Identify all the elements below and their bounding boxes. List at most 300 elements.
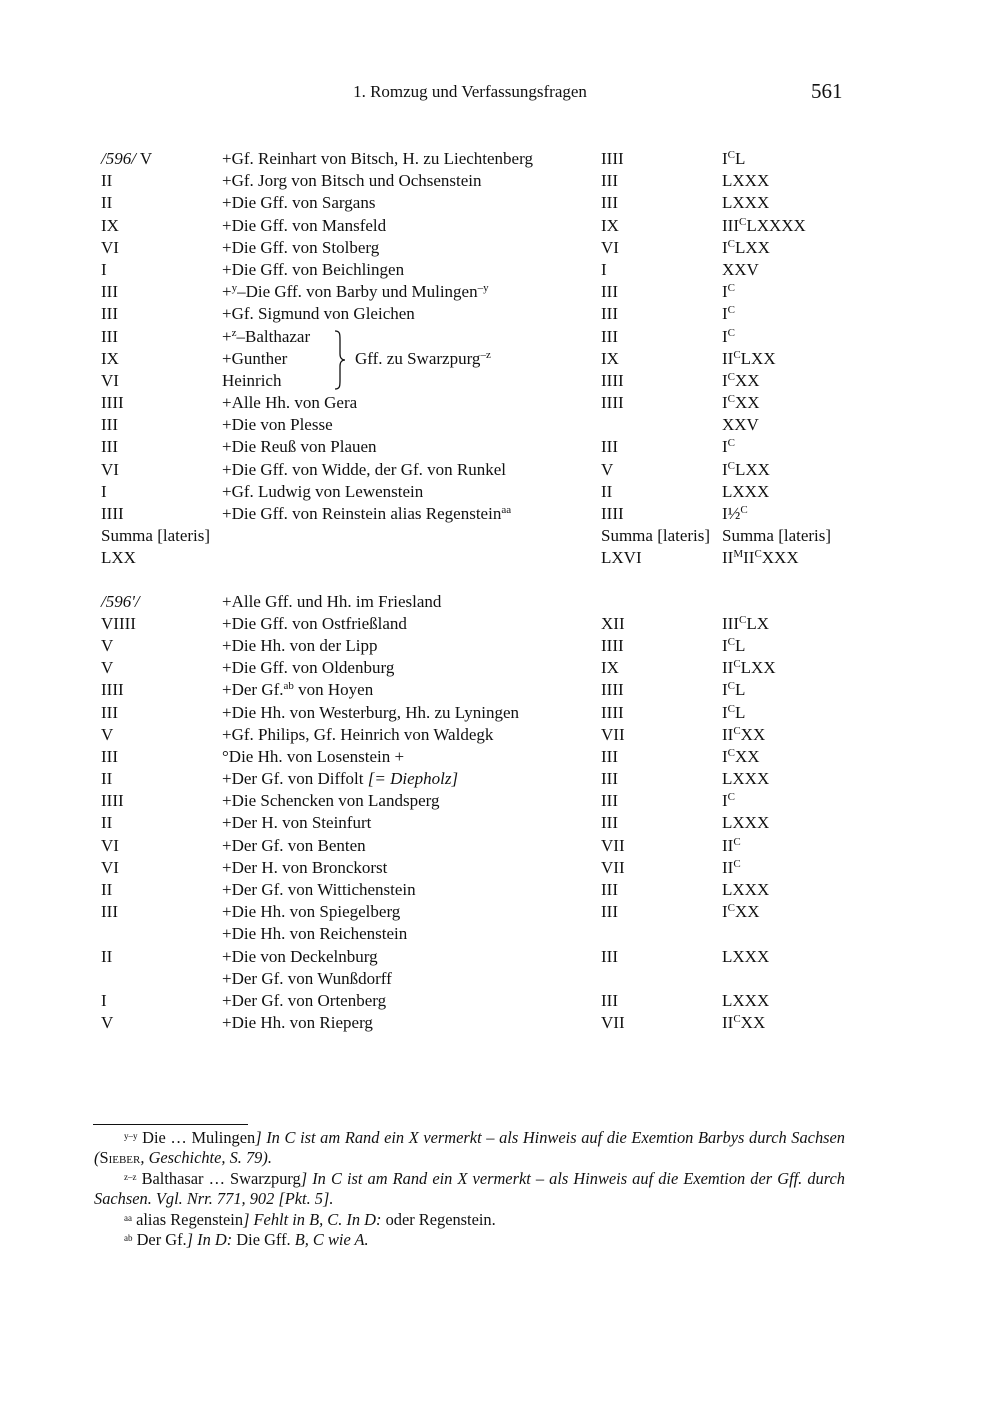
text: III: [601, 746, 618, 766]
amount-cell: [722, 370, 760, 392]
count-cell-2: [601, 370, 624, 392]
count-cell: [101, 591, 140, 613]
table-row: [101, 946, 861, 968]
text: III: [722, 215, 739, 235]
count-cell: [101, 835, 119, 857]
name-cell: [222, 215, 386, 237]
text: III: [101, 326, 118, 346]
text: L: [735, 149, 746, 168]
text: IIII: [601, 504, 624, 523]
text: +Gf. Jorg von Bitsch und Ochsenstein: [222, 171, 482, 191]
text: III: [601, 990, 618, 1010]
name-cell: [222, 746, 404, 768]
text: V: [101, 635, 114, 655]
count-cell-2: [601, 259, 607, 281]
name-cell: [222, 259, 404, 281]
italic-text: /596'/: [101, 591, 140, 611]
text: –Balthazar: [236, 326, 311, 346]
count-cell: [101, 812, 112, 834]
text: +Gf. Sigmund von Gleichen: [222, 304, 415, 324]
text: I: [722, 282, 728, 302]
name-cell: [222, 503, 511, 525]
text: +Die Gff. von Mansfeld: [222, 215, 387, 235]
brace-group-label: [355, 348, 491, 370]
count-cell-2: [601, 459, 613, 481]
text: III: [101, 746, 118, 766]
text: Die Gff.: [232, 1230, 295, 1250]
text: II: [722, 857, 734, 877]
superscript: C: [727, 304, 736, 317]
table-row: [101, 1012, 861, 1034]
superscript: C: [727, 635, 736, 648]
name-cell: [222, 392, 357, 414]
count-cell: [101, 259, 107, 281]
text: IIII: [601, 370, 624, 390]
superscript: C: [727, 702, 736, 715]
table-row: [101, 591, 861, 613]
amount-cell: [722, 790, 735, 812]
superscript: C: [727, 746, 736, 759]
text: II: [601, 481, 613, 501]
text: IX: [601, 215, 619, 235]
count-cell: [101, 724, 113, 746]
amount-cell: [722, 768, 769, 790]
italic-text: ] In D:: [186, 1230, 233, 1250]
text: III: [601, 282, 618, 302]
text: XX: [740, 724, 766, 744]
text: II: [101, 946, 113, 966]
text: von Hoyen: [293, 680, 374, 700]
superscript: C: [733, 857, 741, 870]
amount-cell: [722, 657, 776, 679]
amount-cell: [722, 259, 759, 281]
count-cell: [101, 990, 107, 1012]
text: XX: [735, 370, 760, 390]
text: Summa [lateris]: [601, 526, 711, 546]
count-cell: [101, 946, 112, 968]
name-cell: [222, 370, 281, 392]
text: LXX: [740, 658, 776, 678]
text: III: [601, 437, 618, 457]
count-cell-2: [601, 635, 624, 657]
text: V: [601, 459, 614, 479]
table-row: [101, 968, 861, 990]
count-cell: [101, 768, 112, 790]
text: V: [101, 724, 114, 744]
superscript: C: [727, 282, 736, 295]
text: +: [222, 282, 232, 302]
name-cell: [222, 968, 392, 990]
text: IX: [101, 215, 119, 235]
name-cell: [222, 481, 423, 503]
text: III: [601, 304, 618, 324]
italic-text: B, C wie A.: [294, 1230, 369, 1250]
text: LXXX: [722, 193, 770, 213]
text: I: [722, 791, 728, 811]
italic-text: , Geschichte, S. 79).: [140, 1148, 272, 1168]
superscript: y–y: [124, 1131, 138, 1141]
amount-cell: [722, 503, 748, 525]
superscript: C: [733, 348, 741, 361]
text: XX: [740, 1013, 766, 1033]
text: III: [601, 769, 618, 789]
text: II: [722, 1013, 734, 1033]
text: +Die Gff. von Oldenburg: [222, 658, 395, 678]
count-cell: [101, 192, 112, 214]
text: Die … Mulingen: [137, 1128, 256, 1147]
text: °Die Hh. von Losenstein +: [222, 746, 405, 766]
text: +Der H. von Bronckorst: [222, 857, 388, 877]
text: LX: [746, 613, 769, 633]
text: LXX: [735, 237, 770, 257]
table-row: [101, 990, 861, 1012]
name-cell: [222, 1012, 373, 1034]
count-cell-2: [601, 436, 618, 458]
text: IIII: [601, 702, 624, 722]
text: II: [722, 348, 734, 368]
amount-cell: [722, 990, 769, 1012]
text: I: [101, 481, 107, 501]
text: +Die Schencken von Landsperg: [222, 791, 440, 811]
text: +Die Gff. von Beichlingen: [222, 259, 405, 279]
name-cell: [222, 192, 375, 214]
text: III: [601, 791, 618, 811]
table-row: [101, 259, 861, 281]
text: L: [735, 680, 746, 700]
text: II: [722, 835, 734, 855]
amount-cell: [722, 459, 770, 481]
count-cell-2: [601, 790, 618, 812]
text: LXXX: [722, 813, 770, 833]
text: +Der Gf. von Ortenberg: [222, 990, 387, 1010]
superscript: ab: [283, 680, 294, 693]
count-cell: [101, 459, 119, 481]
superscript: M: [733, 548, 744, 561]
text: III: [601, 171, 618, 191]
count-cell-2: [601, 746, 618, 768]
footnotes: [94, 1128, 845, 1250]
text: II: [101, 880, 113, 899]
table-row: [101, 613, 861, 635]
amount-cell: [722, 192, 769, 214]
name-cell: [222, 459, 506, 481]
superscript: C: [727, 149, 736, 161]
name-cell: [222, 414, 333, 436]
text: II: [743, 548, 755, 568]
count-cell: [101, 348, 119, 370]
text: XX: [735, 393, 760, 413]
text: +Die Gff. von Widde, der Gf. von Runkel: [222, 459, 507, 479]
amount-cell: [722, 879, 769, 901]
count-cell: [101, 503, 124, 525]
amount-cell: [722, 326, 735, 348]
text: II: [101, 193, 113, 213]
text: IIII: [601, 393, 624, 413]
count-cell-2: [601, 503, 624, 525]
text: +Die von Deckelnburg: [222, 946, 378, 966]
text: VII: [601, 835, 625, 855]
text: LXVI: [601, 548, 642, 568]
italic-text: ] Fehlt in B, C. In D:: [243, 1209, 382, 1229]
amount-cell: [722, 303, 735, 325]
text: LXXX: [722, 990, 770, 1010]
text: VII: [601, 857, 625, 877]
page-number: 561: [811, 79, 843, 103]
count-cell-2: [601, 237, 619, 259]
text: IX: [101, 348, 119, 368]
name-cell: [222, 857, 387, 879]
name-cell: [222, 591, 441, 613]
italic-text: ] In C ist am Rand ein X vermerkt – als Hinweis auf die Exemtion Barbys durch Sachsen (: [94, 1128, 846, 1168]
text: I: [722, 702, 728, 722]
superscript: C: [733, 658, 741, 671]
superscript: C: [733, 835, 741, 848]
count-cell-2: [601, 901, 618, 923]
text: VIIII: [101, 613, 136, 633]
count-cell: [101, 414, 118, 436]
count-cell-2: [601, 835, 625, 857]
count-cell-2: [601, 657, 619, 679]
footnote: [94, 1169, 845, 1210]
text: III: [101, 902, 118, 922]
count-cell-2: [601, 326, 618, 348]
superscript: C: [727, 237, 736, 250]
table-row: [101, 503, 861, 525]
text: LXXX: [722, 769, 770, 789]
name-cell: [222, 724, 493, 746]
text: VI: [101, 459, 119, 479]
count-cell-2: [601, 547, 642, 569]
amount-cell: [722, 525, 831, 547]
superscript: aa: [501, 504, 512, 516]
text: I: [722, 370, 728, 390]
text: III: [101, 415, 118, 435]
text: +Die Gff. von Reinstein alias Regenstein: [222, 504, 502, 523]
text: VII: [601, 724, 625, 744]
text: I½: [722, 504, 741, 523]
amount-cell: [722, 724, 765, 746]
text: I: [722, 149, 728, 168]
name-cell: [222, 326, 310, 348]
text: II: [722, 724, 734, 744]
count-cell-2: [601, 879, 618, 901]
amount-cell: [722, 215, 806, 237]
text: –Die Gff. von Barby und Mulingen: [237, 282, 478, 302]
count-cell: [101, 879, 112, 901]
text: Balthasar … Swarzpurg: [136, 1168, 301, 1188]
name-cell: [222, 768, 458, 790]
name-cell: [222, 901, 400, 923]
text: +Die Hh. von Westerburg, Hh. zu Lyningen: [222, 702, 520, 722]
text: +Der Gf.: [222, 680, 284, 700]
text: I: [722, 237, 728, 257]
superscript: C: [727, 437, 736, 450]
text: III: [101, 437, 118, 457]
row-spacer: [101, 570, 861, 591]
table-row: [101, 370, 861, 392]
name-cell: [222, 148, 533, 170]
text: V: [101, 658, 114, 678]
count-cell-2: [601, 281, 618, 303]
text: +Der Gf. von Wittichenstein: [222, 880, 416, 899]
footnote: [94, 1128, 845, 1169]
count-cell: [101, 237, 119, 259]
footnote: [94, 1230, 845, 1250]
count-cell: [101, 170, 112, 192]
text: +Der Gf. von Wunßdorff: [222, 968, 392, 988]
text: XX: [735, 746, 760, 766]
text: I: [101, 990, 107, 1010]
text: +Der H. von Steinfurt: [222, 813, 372, 833]
text: Summa [lateris]: [101, 526, 211, 546]
amount-cell: [722, 237, 770, 259]
table-row: [101, 148, 861, 170]
text: +Die Reuß von Plauen: [222, 437, 377, 457]
text: III: [601, 880, 618, 899]
amount-cell: [722, 348, 776, 370]
text: III: [601, 193, 618, 213]
count-cell: [101, 613, 136, 635]
footnote-rule: [93, 1124, 248, 1125]
amount-cell: [722, 170, 769, 192]
text: LXX: [101, 548, 136, 568]
count-cell-2: [601, 724, 625, 746]
superscript: C: [740, 504, 748, 516]
amount-cell: [722, 436, 735, 458]
text: VI: [601, 237, 619, 257]
amount-cell: [722, 946, 769, 968]
count-cell: [101, 702, 118, 724]
count-cell-2: [601, 613, 625, 635]
text: Gff. zu Swarzpurg: [355, 348, 481, 368]
count-cell: [101, 281, 118, 303]
text: V: [135, 149, 153, 168]
count-cell: [101, 857, 119, 879]
table-row: [101, 237, 861, 259]
name-cell: [222, 923, 407, 945]
text: +Die Gff. von Sargans: [222, 193, 376, 213]
count-cell-2: [601, 170, 618, 192]
table-row: [101, 215, 861, 237]
text: LXX: [740, 348, 776, 368]
text: +Gf. Philips, Gf. Heinrich von Waldegk: [222, 724, 494, 744]
text: II: [722, 548, 734, 568]
count-cell-2: [601, 392, 624, 414]
text: II: [722, 658, 734, 678]
superscript: C: [727, 393, 736, 406]
table-row: [101, 879, 861, 901]
count-cell: [101, 370, 119, 392]
text: VII: [601, 1013, 625, 1033]
count-cell-2: [601, 525, 710, 547]
text: L: [735, 635, 746, 655]
text: III: [601, 902, 618, 922]
text: IIII: [601, 635, 624, 655]
table-row: [101, 547, 861, 569]
text: +Die von Plesse: [222, 415, 333, 435]
superscript: –y: [477, 282, 489, 295]
text: VI: [101, 237, 119, 257]
text: III: [601, 946, 618, 966]
text: XX: [735, 902, 760, 922]
table-row: [101, 414, 861, 436]
name-cell: [222, 990, 386, 1012]
count-cell: [101, 901, 118, 923]
running-title: 1. Romzug und Verfassungsfragen: [353, 82, 587, 101]
text: III: [101, 304, 118, 324]
text: I: [722, 304, 728, 324]
text: LXXX: [722, 481, 770, 501]
table-row: [101, 481, 861, 503]
count-cell-2: [601, 192, 618, 214]
text: I: [722, 635, 728, 655]
count-cell: [101, 148, 152, 170]
text: I: [722, 902, 728, 922]
superscript: C: [738, 613, 747, 626]
table-row: [101, 790, 861, 812]
italic-text: /596/: [101, 149, 136, 168]
text: III: [101, 702, 118, 722]
text: V: [101, 1013, 114, 1033]
count-cell: [101, 436, 118, 458]
name-cell: [222, 281, 489, 303]
name-cell: [222, 303, 415, 325]
text: Summa [lateris]: [722, 526, 832, 546]
text: IIII: [601, 149, 624, 168]
count-cell: [101, 746, 118, 768]
text: LXXX: [722, 880, 770, 899]
amount-cell: [722, 392, 760, 414]
text: II: [101, 813, 113, 833]
count-cell: [101, 303, 118, 325]
amount-cell: [722, 857, 741, 879]
table-row: [101, 724, 861, 746]
amount-cell: [722, 281, 735, 303]
text: +: [222, 326, 232, 346]
table-row: [101, 768, 861, 790]
count-cell-2: [601, 215, 619, 237]
amount-cell: [722, 746, 760, 768]
name-cell: [222, 946, 378, 968]
superscript: C: [727, 370, 736, 383]
superscript: z: [231, 326, 237, 339]
superscript: C: [733, 1013, 741, 1026]
count-cell: [101, 547, 136, 569]
superscript: C: [727, 459, 736, 472]
text: +Der Gf. von Benten: [222, 835, 366, 855]
roster-table: [101, 148, 861, 1034]
count-cell-2: [601, 481, 612, 503]
count-cell: [101, 657, 113, 679]
text: IIII: [601, 680, 624, 700]
table-row: [101, 326, 861, 348]
amount-cell: [722, 1012, 765, 1034]
amount-cell: [722, 702, 745, 724]
table-row: [101, 170, 861, 192]
text: VI: [101, 370, 119, 390]
superscript: z–z: [124, 1171, 137, 1182]
count-cell-2: [601, 857, 625, 879]
superscript: C: [754, 548, 762, 561]
text: +Gf. Reinhart von Bitsch, H. zu Liechtenberg: [222, 149, 533, 168]
table-row: [101, 525, 861, 547]
name-cell: [222, 879, 416, 901]
name-cell: [222, 790, 439, 812]
text: IX: [601, 658, 619, 678]
superscript: C: [727, 680, 736, 693]
text: I: [722, 393, 728, 413]
count-cell: [101, 790, 124, 812]
